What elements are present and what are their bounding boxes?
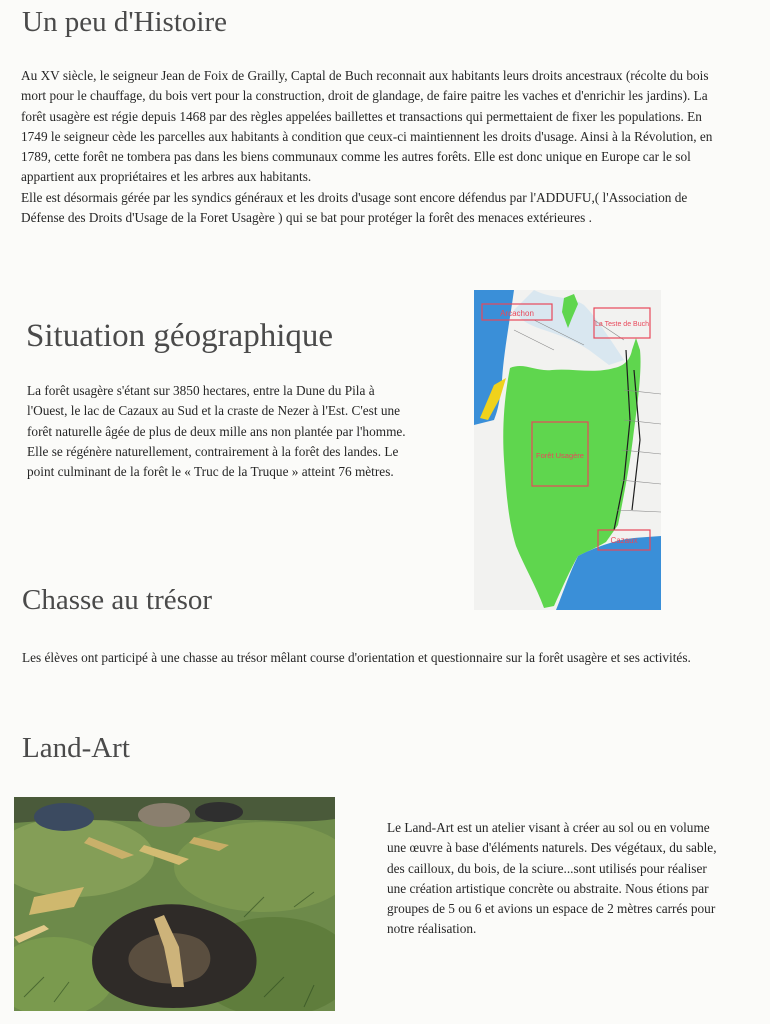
history-title: Un peu d'Histoire [22, 6, 227, 38]
map-label-arcachon: Arcachon [500, 309, 534, 318]
geography-title: Situation géographique [26, 318, 334, 354]
map-label-cazaux: Cazaux [610, 536, 638, 545]
land-art-photo [14, 797, 335, 1011]
landart-title: Land-Art [22, 732, 130, 764]
map-label-la-teste: La Teste de Buch [595, 321, 649, 328]
forest-map-image [474, 290, 661, 610]
treasure-paragraph: Les élèves ont participé à une chasse au trésor mêlant course d'orientation et questionnaire sur la forêt usagère et ses activités. [22, 650, 691, 665]
map-label-foret: Forêt Usagère [536, 451, 584, 460]
geography-paragraph: La forêt usagère s'étant sur 3850 hectares, entre la Dune du Pila à l'Ouest, le lac de Cazaux au Sud et la craste de Nezer à l'Est. C'est une forêt naturelle âgée de plus de deux mille ans non plantée par l'homme. Elle se régénère naturellement, contrairement à la forêt des landes. Le point culminant de la forêt le « Truc de la Truque » atteint 76 mètres. [27, 383, 406, 480]
treasure-title: Chasse au trésor [22, 584, 213, 616]
landart-paragraph: Le Land-Art est un atelier visant à créer au sol ou en volume une œuvre à base d'éléments naturels. Des végétaux, du sable, des cailloux, du bois, de la sciure...sont utilisés pour réaliser une création artistique concrète ou abstraite. Nous étions par groupes de 5 ou 6 et avions un espace de 2 mètres carrés pour notre réalisation. [387, 820, 717, 937]
history-paragraph: Au XV siècle, le seigneur Jean de Foix de Grailly, Captal de Buch reconnait aux habitants leurs droits ancestraux (récolte du bois mort pour le chauffage, du bois vert pour la construction, droit de glandage, de faire paitre les vaches et d'enrichir les jardins). La forêt usagère est régie depuis 1468 par des règles appelées baillettes et transactions qui permettaient de fixer les populations. En 1749 le seigneur cède les parcelles aux habitants à condition que ceux-ci maintiennent les droits d'usage. Ainsi à la Révolution, en 1789, cette forêt ne tombera pas dans les biens communaux comme les autres forêts. Elle est donc unique en Europe car le sol appartient aux propriétaires et les arbres aux habitants. Elle est désormais gérée par les syndics généraux et les droits d'usage sont encore défendus par l'ADDUFU,( l'Association de Défense des Droits d'Usage de la Foret Usagère ) qui se bat pour protéger la forêt des menaces extérieures . [21, 68, 713, 226]
